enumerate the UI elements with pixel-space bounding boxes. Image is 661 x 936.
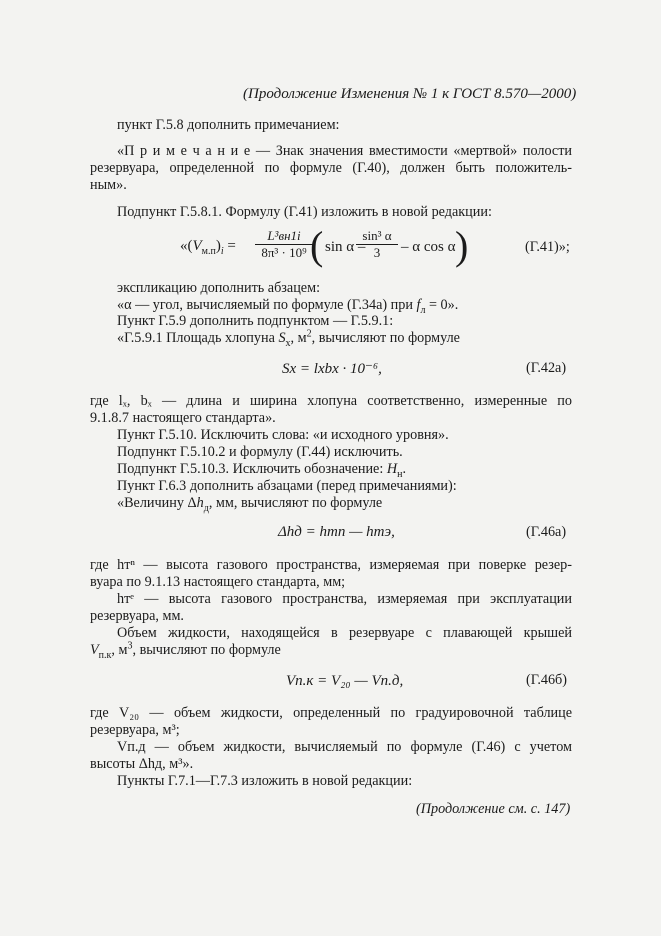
text-line: Пункты Г.7.1—Г.7.3 изложить в новой редакции: <box>117 773 413 789</box>
paren-left: ( <box>310 223 324 268</box>
text-line: вуара по 9.1.13 настоящего стандарта, мм; <box>90 574 346 590</box>
text-span: , мм, вычисляют по формуле <box>208 495 383 511</box>
text-sub: л <box>420 304 426 316</box>
text-span: «Величину Δ <box>117 495 197 511</box>
text-var: V <box>90 642 99 658</box>
formula-sin: sin α – <box>325 239 366 255</box>
fraction-numerator: sin³ α <box>362 228 392 243</box>
text-var: S <box>278 330 286 346</box>
formula-tail: – α cos α <box>401 239 456 255</box>
formula-g42a: Sх = lхbх · 10⁻⁶, <box>282 361 382 377</box>
formula-label: (Г.46а) <box>526 524 567 540</box>
paren-right: ) <box>455 223 469 268</box>
text-line: экспликацию дополнить абзацем: <box>117 280 321 296</box>
text-span: «α — угол, вычисляемый по формуле (Г.34а) при <box>117 297 417 313</box>
text-span: «Г.5.9.1 Площадь хлопуна <box>117 330 279 346</box>
text-sub: п.к <box>98 649 112 661</box>
formula-fraction-2 <box>356 228 398 261</box>
text-line <box>117 495 382 512</box>
text-line: ным». <box>90 177 127 193</box>
fraction-denominator: 8π³ · 10⁹ <box>261 245 307 260</box>
text-span: . <box>402 461 406 477</box>
formula-sub: м.п <box>201 246 216 257</box>
text-line: где hтⁿ — высота газового пространства, измеряемая при поверке резер- <box>90 557 572 573</box>
text-line: hтᵉ — высота газового пространства, измеряемая при эксплуатации <box>117 591 572 607</box>
text-line: Подпункт Г.5.8.1. Формулу (Г.41) изложить в новой редакции: <box>117 204 492 220</box>
formula-fraction-1 <box>255 228 313 261</box>
text-line: Подпункт Г.5.10.2 и формулу (Г.44) исключить. <box>117 444 403 460</box>
text-var: h <box>196 495 204 511</box>
text-line: высоты Δhд, м³». <box>90 756 194 772</box>
text-var: H <box>386 461 398 477</box>
text-span: , м <box>111 642 128 658</box>
formula-close: ) <box>215 238 221 254</box>
text-line <box>90 642 281 659</box>
text-span: , вычисляют по формуле <box>132 642 281 658</box>
text-line: Пункт Г.6.3 дополнить абзацами (перед примечаниями): <box>117 478 457 494</box>
formula-sub-i: i <box>220 246 224 257</box>
formula-label: (Г.41)»; <box>525 239 570 255</box>
text-span: , вычисляют по формуле <box>311 330 460 346</box>
page-header: (Продолжение Изменения № 1 к ГОСТ 8.570—2000) <box>243 86 577 102</box>
formula-g46b: Vп.к = V₂₀ — Vп.д, <box>286 673 404 689</box>
text-sup: 3 <box>127 640 133 652</box>
text-line <box>117 461 406 478</box>
text-span: Подпункт Г.5.10.3. Исключить обозначение: <box>117 461 387 477</box>
text-sub: х <box>285 337 291 349</box>
text-sub: д <box>203 502 209 514</box>
fraction-denominator: 3 <box>373 245 381 260</box>
formula-open: «( <box>180 238 193 254</box>
text-line: Vп.д — объем жидкости, вычисляемый по формуле (Г.46) с учетом <box>117 739 572 755</box>
text-line <box>117 330 460 347</box>
text-sup: 2 <box>306 328 312 340</box>
formula-var: V <box>192 238 202 254</box>
text-line: Объем жидкости, находящейся в резервуаре с плавающей крышей <box>117 625 572 641</box>
text-sub: н <box>397 468 403 480</box>
formula-label: (Г.42а) <box>526 360 567 376</box>
fraction-numerator: L³вн1i <box>267 228 301 243</box>
text-line: Пункт Г.5.9 дополнить подпунктом — Г.5.9.1: <box>117 313 394 329</box>
formula-eq: = <box>223 238 236 254</box>
text-line: резервуара, м³; <box>90 722 180 738</box>
text-line: 9.1.8.7 настоящего стандарта». <box>90 410 276 426</box>
text-line: пункт Г.5.8 дополнить примечанием: <box>117 117 340 133</box>
text-line: резервуара, определенной по формуле (Г.40), должен быть положитель- <box>90 160 572 176</box>
page-footer: (Продолжение см. с. 147) <box>416 801 571 817</box>
formula-label: (Г.46б) <box>526 672 568 688</box>
formula-g46a: Δhд = hтп — hтэ, <box>278 524 395 540</box>
text-line: где lₓ, bₓ — длина и ширина хлопуна соответственно, измеренные по <box>90 393 572 409</box>
text-line <box>117 297 458 314</box>
text-span: , м <box>290 330 307 346</box>
text-line: «П р и м е ч а н и е — Знак значения вместимости «мертвой» полости <box>117 143 572 159</box>
text-span: = 0». <box>425 297 459 313</box>
text-line: где V₂₀ — объем жидкости, определенный по градуировочной таблице <box>90 705 572 721</box>
text-line: резервуара, мм. <box>90 608 184 624</box>
text-var: f <box>416 297 421 313</box>
text-line: Пункт Г.5.10. Исключить слова: «и исходного уровня». <box>117 427 449 443</box>
